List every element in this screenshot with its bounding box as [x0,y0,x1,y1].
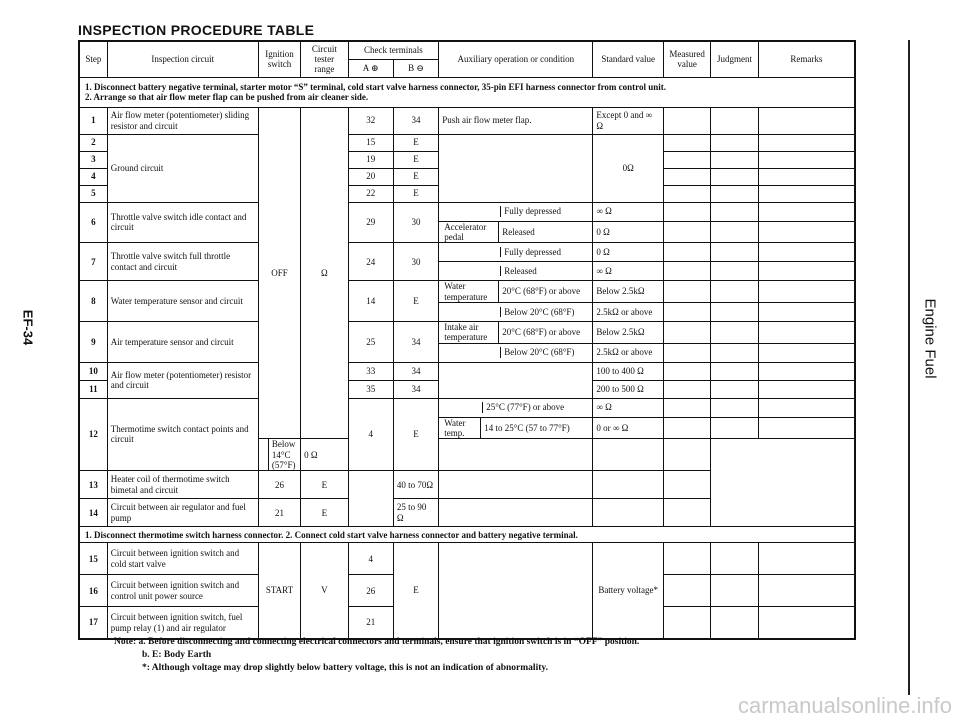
note-b: b. E: Body Earth [142,650,212,660]
inspection-circuit: Air flow meter (potentiometer) resistor and circuit [107,362,258,398]
header-measured-value: Measured value [663,41,710,77]
aux-range-14-25: 14 to 25°C (57 to 77°F) [481,418,590,439]
ignition-start: START [258,543,300,639]
margin-rule [908,40,910,695]
standard-value: 0 or ∞ Ω [593,417,664,439]
remarks-cell [758,380,855,398]
header-standard-value: Standard value [593,41,664,77]
aux-above-20: 20°C (68°F) or above [499,322,590,343]
inspection-circuit: Throttle valve switch idle contact and circuit [107,202,258,243]
standard-value: 0 Ω [593,221,664,243]
step-number: 1 [79,107,107,134]
header-check-terminals: Check terminals [348,41,439,59]
measured-cell [663,168,710,185]
step-number: 6 [79,202,107,243]
remarks-cell [758,243,855,262]
inspection-circuit: Throttle valve switch full throttle contact and circuit [107,243,258,281]
terminal-b: 34 [393,380,438,398]
terminal-a: 4 [348,543,393,575]
measured-cell [663,202,710,221]
judgment-cell [711,417,758,439]
header-ignition-switch: Ignition switch [258,41,300,77]
terminal-a: 26 [348,575,393,607]
terminal-b: E [393,134,438,151]
aux-condition [439,362,593,398]
standard-value: Below 2.5kΩ [593,321,664,343]
standard-value: 0 Ω [301,439,348,471]
remarks-cell [758,343,855,362]
standard-value: 40 to 70Ω [393,471,438,499]
range-volt: V [301,543,348,639]
remarks-cell [758,221,855,243]
aux-condition [348,471,393,527]
measured-cell [663,543,710,575]
header-tester-range: Circuit tester range [301,41,348,77]
inspection-circuit: Circuit between air regulator and fuel pump [107,499,258,527]
measured-cell [663,607,710,639]
step-number: 4 [79,168,107,185]
terminal-b: E [393,543,438,639]
step-number: 7 [79,243,107,281]
standard-value: Below 2.5kΩ [593,281,664,303]
judgment-cell [711,362,758,380]
step-number: 15 [79,543,107,575]
aux-released: Released [499,222,590,243]
aux-fully-depressed: Fully depressed [501,206,590,216]
terminal-a: 24 [348,243,393,281]
terminal-a: 25 [348,321,393,362]
step-number: 12 [79,398,107,471]
inspection-table [78,40,856,640]
standard-value: 2.5kΩ or above [593,343,664,362]
step-number: 8 [79,281,107,322]
standard-value: 2.5kΩ or above [593,302,664,321]
inspection-circuit: Circuit between ignition switch and control unit power source [107,575,258,607]
judgment-cell [711,262,758,281]
aux-condition [439,281,593,303]
header-auxiliary: Auxiliary operation or condition [439,41,593,77]
judgment-cell [711,243,758,262]
aux-below-20: Below 20°C (68°F) [501,347,590,357]
terminal-b: 30 [393,243,438,281]
aux-condition [439,221,593,243]
terminal-b: 34 [393,107,438,134]
measured-cell [663,362,710,380]
measured-cell [663,243,710,262]
step-number: 5 [79,185,107,202]
remarks-cell [663,499,710,527]
measured-cell [663,107,710,134]
inspection-circuit: Air temperature sensor and circuit [107,321,258,362]
step-number: 16 [79,575,107,607]
header-terminal-a: A ⊕ [348,59,393,77]
aux-released: Released [501,266,590,276]
terminal-b: 34 [393,362,438,380]
measured-cell [663,575,710,607]
remarks-cell [758,185,855,202]
judgment-cell [711,398,758,417]
step-number: 13 [79,471,107,499]
remarks-cell [758,302,855,321]
measured-cell [663,380,710,398]
terminal-b: E [393,398,438,471]
measured-cell [439,499,593,527]
remarks-cell [758,107,855,134]
terminal-b: 30 [393,202,438,243]
terminal-a: 21 [258,499,300,527]
standard-value: ∞ Ω [593,262,664,281]
judgment-cell [711,185,758,202]
step-number: 2 [79,134,107,151]
aux-condition [439,398,593,417]
instructions-2: 1. Disconnect thermotime switch harness connector. 2. Connect cold start valve harness connector and battery negative terminal. [79,527,855,543]
remarks-cell [758,281,855,303]
remarks-cell [758,398,855,417]
note-a: Note: a. Before disconnecting and connecting electrical connectors and terminals, ensure that ignition switch is in “OFF” position. [114,637,640,647]
aux-condition: Push air flow meter flap. [439,107,593,134]
step-number: 10 [79,362,107,380]
measured-cell [663,134,710,151]
standard-value: 100 to 400 Ω [593,362,664,380]
terminal-b: E [301,499,348,527]
remarks-cell [758,417,855,439]
standard-value: Except 0 and ∞ Ω [593,107,664,134]
measured-cell [439,439,593,471]
aux-above-20: 20°C (68°F) or above [499,281,590,302]
judgment-cell [711,281,758,303]
measured-cell [663,185,710,202]
inspection-circuit: Thermotime switch contact points and circuit [107,398,258,471]
terminal-b: E [393,168,438,185]
terminal-b: 34 [393,321,438,362]
aux-below-20: Below 20°C (68°F) [501,307,590,317]
aux-fully-depressed: Fully depressed [501,247,590,257]
aux-condition [439,243,593,262]
terminal-b: E [393,151,438,168]
judgment-cell [711,202,758,221]
header-judgment: Judgment [711,41,758,77]
terminal-a: 29 [348,202,393,243]
watermark: carmanualsonline.info [737,693,952,718]
page-number: EF-34 [20,309,36,346]
terminal-a: 14 [348,281,393,322]
aux-condition [439,302,593,321]
aux-intake-air-temperature: Intake air temperature [444,321,488,343]
remarks-cell [758,607,855,639]
remarks-cell [758,362,855,380]
terminal-a: 32 [348,107,393,134]
note-c: *: Although voltage may drop slightly below battery voltage, this is not an indication of abnormality. [142,663,548,673]
measured-cell [439,471,593,499]
step-number: 3 [79,151,107,168]
judgment-cell [593,439,664,471]
aux-condition [439,262,593,281]
terminal-a: 26 [258,471,300,499]
standard-value: Battery voltage* [593,543,664,639]
section-label: Engine Fuel [921,298,939,379]
measured-cell [663,262,710,281]
terminal-a: 19 [348,151,393,168]
judgment-cell [711,107,758,134]
terminal-a: 35 [348,380,393,398]
judgment-cell [711,168,758,185]
header-terminal-b: B ⊖ [393,59,438,77]
aux-condition [439,134,593,202]
step-number: 17 [79,607,107,639]
aux-condition [439,543,593,639]
measured-cell [663,343,710,362]
aux-water-temperature: Water temperature [444,281,488,302]
terminal-b: E [393,185,438,202]
aux-condition [258,439,300,471]
measured-cell [663,321,710,343]
instruction-line: 1. Disconnect battery negative terminal, starter motor “S” terminal, cold start valve harness connector, 35-pin EFI harness connector from control unit. [85,81,667,92]
measured-cell [663,151,710,168]
judgment-cell [711,343,758,362]
step-number: 11 [79,380,107,398]
inspection-circuit: Air flow meter (potentiometer) sliding resistor and circuit [107,107,258,134]
header-step: Step [79,41,107,77]
standard-value: ∞ Ω [593,202,664,221]
judgment-cell [711,607,758,639]
terminal-a: 15 [348,134,393,151]
inspection-circuit: Heater coil of thermotime switch bimetal and circuit [107,471,258,499]
range-ohm: Ω [301,107,348,439]
aux-condition [439,417,593,439]
remarks-cell [663,471,710,499]
inspection-circuit: Ground circuit [107,134,258,202]
judgment-cell [711,543,758,575]
judgment-cell [593,499,664,527]
terminal-b: E [393,281,438,322]
instruction-line: 2. Arrange so that air flow meter flap can be pushed from air cleaner side. [85,92,369,102]
measured-cell [663,302,710,321]
remarks-cell [758,262,855,281]
remarks-cell [758,168,855,185]
remarks-cell [758,321,855,343]
standard-value: ∞ Ω [593,398,664,417]
remarks-cell [758,543,855,575]
aux-accelerator-pedal: Accelerator pedal [444,221,487,242]
header-inspection-circuit: Inspection circuit [107,41,258,77]
terminal-a: 22 [348,185,393,202]
remarks-cell [758,134,855,151]
inspection-circuit: Water temperature sensor and circuit [107,281,258,322]
page-title: INSPECTION PROCEDURE TABLE [78,22,315,38]
step-number: 9 [79,321,107,362]
aux-below-14: Below 14°C (57°F) [268,439,298,470]
aux-water-temp: Water temp. [444,417,466,438]
measured-cell [663,281,710,303]
ignition-off: OFF [258,107,300,439]
measured-cell [663,221,710,243]
terminal-a: 4 [348,398,393,471]
terminal-a: 21 [348,607,393,639]
remarks-cell [663,439,710,471]
standard-value: 0 Ω [593,243,664,262]
standard-value: 0Ω [593,134,664,202]
judgment-cell [711,134,758,151]
header-remarks: Remarks [758,41,855,77]
inspection-circuit: Circuit between ignition switch and cold start valve [107,543,258,575]
terminal-a: 20 [348,168,393,185]
terminal-b: E [301,471,348,499]
instructions-block [79,77,855,107]
remarks-cell [758,151,855,168]
aux-condition [439,321,593,343]
remarks-cell [758,575,855,607]
inspection-circuit: Circuit between ignition switch, fuel pump relay (1) and air regulator [107,607,258,639]
measured-cell [663,398,710,417]
remarks-cell [758,202,855,221]
standard-value: 200 to 500 Ω [593,380,664,398]
judgment-cell [711,321,758,343]
aux-above-25: 25°C (77°F) or above [483,402,590,412]
measured-cell [663,417,710,439]
aux-condition [439,343,593,362]
judgment-cell [711,380,758,398]
notes-block [114,636,639,675]
judgment-cell [711,221,758,243]
judgment-cell [593,471,664,499]
step-number: 14 [79,499,107,527]
judgment-cell [711,151,758,168]
judgment-cell [711,575,758,607]
judgment-cell [711,302,758,321]
terminal-a: 33 [348,362,393,380]
aux-condition [439,202,593,221]
standard-value: 25 to 90 Ω [393,499,438,527]
